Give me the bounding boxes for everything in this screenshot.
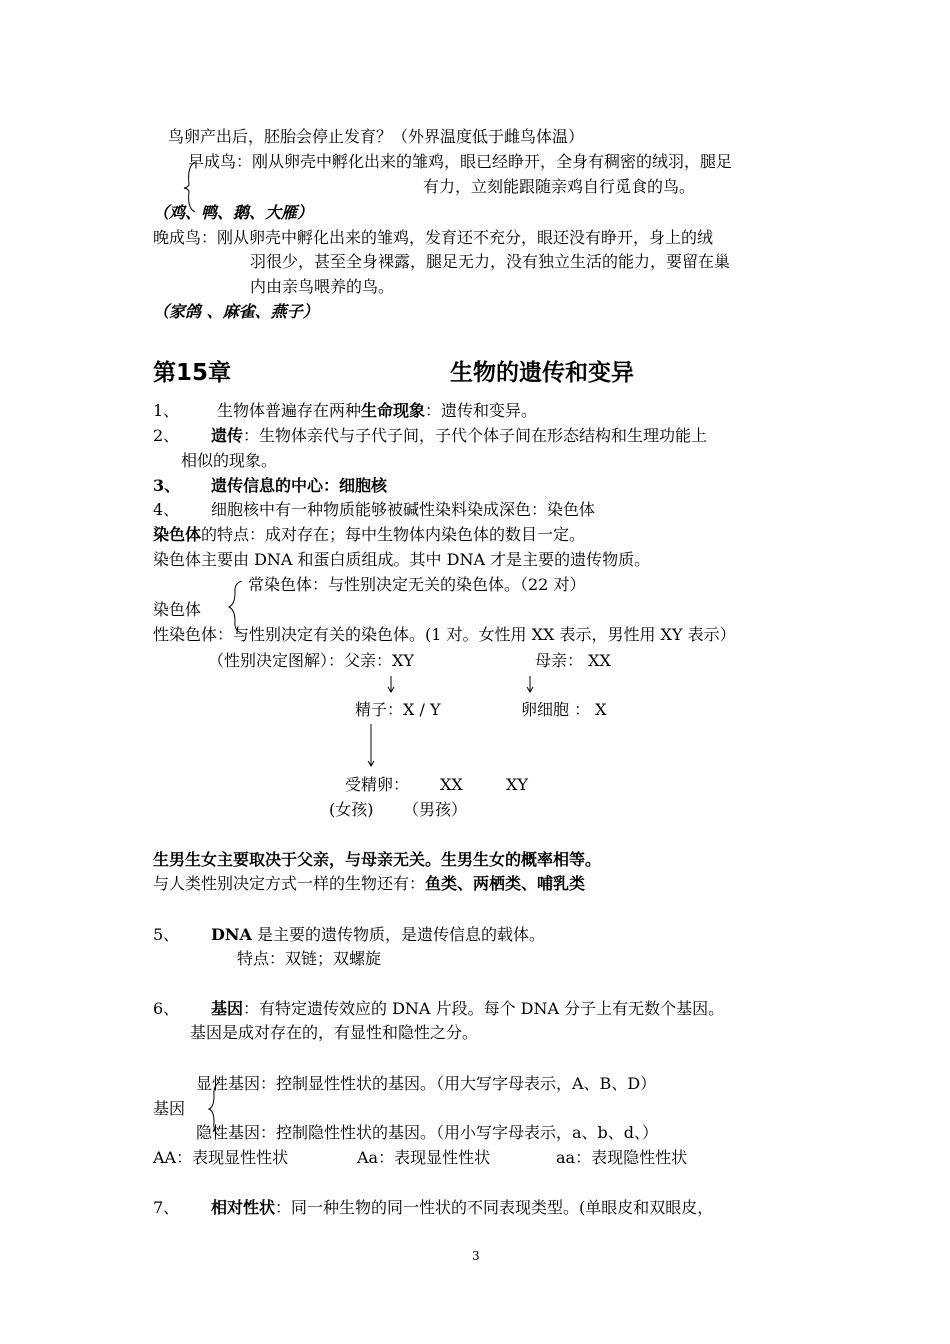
item-6-text: 基因：有特定遗传效应的 DNA 片段。每个 DNA 分子上有无数个基因。 [211, 999, 725, 1018]
dominant-gene: 显性基因：控制显性性状的基因。（用大写字母表示，A、B、D） [196, 1074, 657, 1093]
sex-chromosome-line: 性染色体：与性别决定有关的染色体。(1 对。女性用 XX 表示，男性用 XY 表示） [153, 625, 736, 644]
diagram-girl: (女孩) [329, 800, 374, 819]
arrow-down-icon [365, 722, 377, 770]
gene-label: 基因 [153, 1099, 186, 1118]
late-bird-examples: （家鸽 、麻雀、燕子） [153, 302, 319, 321]
chapter-title: 生物的遗传和变异 [450, 360, 634, 386]
genotype-AA: AA：表现显性性状 [153, 1148, 289, 1167]
diagram-xx: XX [440, 775, 463, 794]
early-bird-examples: （鸡、鸭、鹅、大雁） [153, 203, 314, 222]
arrow-down-icon [524, 674, 536, 696]
item-5-text: DNA 是主要的遗传物质，是遗传信息的载体。 [211, 925, 546, 944]
birds-intro: 鸟卵产出后，胚胎会停止发育？（外界温度低于雌鸟体温） [168, 127, 585, 146]
diagram-egg: 卵细胞 ： X [521, 700, 607, 719]
diagram-boy: （男孩） [403, 800, 468, 819]
item-3-text: 遗传信息的中心：细胞核 [211, 476, 388, 495]
diagram-sperm: 精子：X / Y [355, 700, 441, 719]
recessive-gene: 隐性基因：控制隐性性状的基因。（用小写字母表示，a、b、d、） [196, 1123, 659, 1142]
conclusion-species: 与人类性别决定方式一样的生物还有：鱼类、两栖类、哺乳类 [153, 874, 586, 893]
item-2-text-cont: 相似的现象。 [181, 451, 278, 470]
diagram-xy: XY [506, 775, 528, 794]
item-7-text: 相对性状：同一种生物的同一性状的不同表现类型。(单眼皮和双眼皮， [211, 1198, 714, 1217]
diagram-father: （性别决定图解）：父亲：XY [208, 651, 414, 670]
item-5-number: 5、 [153, 925, 180, 944]
item-1-number: 1、 [153, 401, 180, 420]
arrow-down-icon [385, 674, 397, 696]
late-bird-line1: 晚成鸟：刚从卵壳中孵化出来的雏鸡，发育还不充分，眼还没有睁开，身上的绒 [153, 228, 714, 247]
late-bird-line2: 羽很少，甚至全身裸露，腿足无力，没有独立生活的能力，要留在巢 [250, 252, 731, 271]
item-4-number: 4、 [153, 500, 180, 519]
gene-pairs: 基因是成对存在的，有显性和隐性之分。 [190, 1023, 479, 1042]
chromosome-composition: 染色体主要由 DNA 和蛋白质组成。其中 DNA 才是主要的遗传物质。 [153, 550, 651, 569]
chapter-number: 第15章 [153, 360, 232, 386]
genotype-aa: aa：表现隐性性状 [556, 1148, 688, 1167]
item-6-number: 6、 [153, 999, 180, 1018]
item-2-text: 遗传：生物体亲代与子代子间，子代个体子间在形态结构和生理功能上 [211, 426, 708, 445]
page-number: 3 [472, 1249, 480, 1263]
item-4-text: 细胞核中有一种物质能够被碱性染料染成深色：染色体 [211, 500, 596, 519]
autosome-line: 常染色体：与性别决定无关的染色体。（22 对） [248, 575, 586, 594]
diagram-mother: 母亲： XX [535, 651, 611, 670]
item-7-number: 7、 [153, 1198, 180, 1217]
item-2-number: 2、 [153, 426, 180, 445]
diagram-zygote: 受精卵： [345, 775, 410, 794]
chromosome-label: 染色体 [153, 600, 202, 619]
early-bird-line1: 早成鸟：刚从卵壳中孵化出来的雏鸡，眼已经睁开，全身有稠密的绒羽，腿足 [188, 152, 733, 171]
early-bird-line2: 有力，立刻能跟随亲鸡自行觅食的鸟。 [423, 177, 696, 196]
dna-feature: 特点：双链；双螺旋 [237, 949, 382, 968]
item-3-number: 3、 [153, 476, 181, 495]
conclusion-sex: 生男生女主要取决于父亲，与母亲无关。生男生女的概率相等。 [153, 850, 602, 869]
chromosome-feature: 染色体的特点：成对存在；每中生物体内染色体的数目一定。 [153, 525, 586, 544]
item-1-text: 生物体普遍存在两种生命现象：遗传和变异。 [217, 401, 538, 420]
late-bird-line3: 内由亲鸟喂养的鸟。 [250, 277, 395, 296]
genotype-Aa: Aa：表现显性性状 [357, 1148, 491, 1167]
